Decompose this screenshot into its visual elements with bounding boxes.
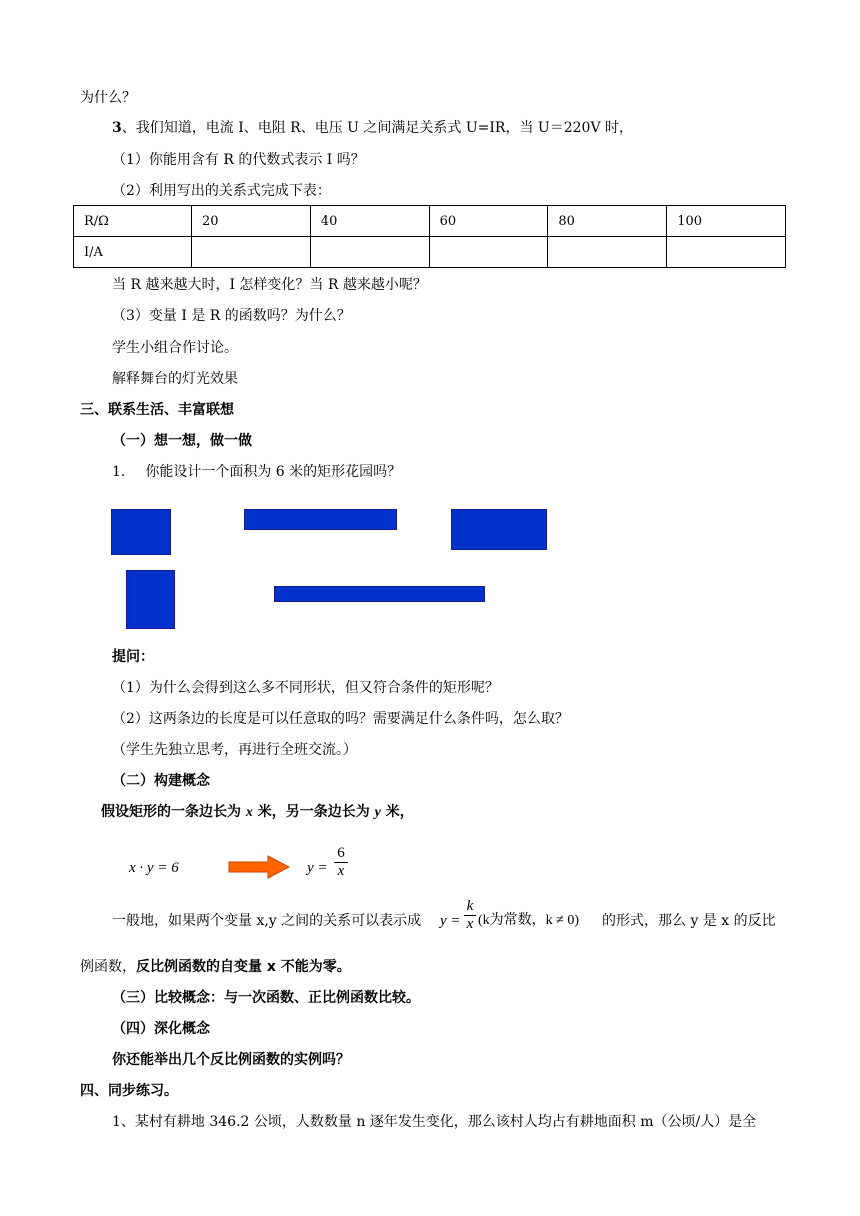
table-cell <box>548 237 667 268</box>
equation-y: y = <box>307 860 328 876</box>
definition-text: 例函数， <box>80 959 136 975</box>
subsection-heading: （三）比较概念：与一次函数、正比例函数比较。 <box>112 990 420 1006</box>
question-1: （1）你能用含有 R 的代数式表示 I 吗？ <box>112 152 365 168</box>
text-line: 为什么？ <box>80 90 136 106</box>
rectangle-shape <box>126 570 175 629</box>
fraction-numerator: k <box>466 898 474 914</box>
problem-3 <box>112 119 633 137</box>
assumption-text: 米， <box>380 804 414 820</box>
text-line: 解释舞台的灯光效果 <box>112 371 238 387</box>
prompt-note: （学生先独立思考，再进行全班交流。） <box>112 742 357 758</box>
table-cell <box>310 237 429 268</box>
assumption-text: 假设矩形的一条边长为 <box>101 804 241 820</box>
rectangle-shape <box>274 586 485 602</box>
question-2: （2）利用写出的关系式完成下表： <box>112 183 331 199</box>
exercise-1 <box>112 463 401 481</box>
fraction-denominator: x <box>337 863 345 879</box>
fraction-denominator: x <box>466 916 474 932</box>
subsection-heading: （四）深化概念 <box>112 1021 210 1037</box>
table-cell: 80 <box>548 206 667 237</box>
definition-emphasis: 反比例函数的自变量 x 不能为零。 <box>136 959 351 975</box>
table-row <box>74 206 786 237</box>
table-cell: 40 <box>310 206 429 237</box>
table-cell: 20 <box>192 206 311 237</box>
exercise-text: 你能设计一个面积为 6 米的矩形花园吗？ <box>145 464 402 480</box>
table-row <box>74 237 786 268</box>
table-cell: 100 <box>667 206 786 237</box>
fraction-6-over-x <box>334 845 348 880</box>
variable-y: y <box>374 805 381 820</box>
section-heading: 三、联系生活、丰富联想 <box>80 402 234 418</box>
arrow-shape <box>229 856 289 878</box>
question-3: （3）变量 I 是 R 的函数吗？为什么？ <box>112 308 351 324</box>
table-cell <box>429 237 548 268</box>
definition-y: y = <box>440 913 461 929</box>
table-cell <box>667 237 786 268</box>
fraction-numerator: 6 <box>337 845 345 861</box>
subsection-heading: （一）想一想，做一做 <box>112 433 252 449</box>
prompt-question: （2）这两条边的长度是可以任意取的吗？需要满足什么条件吗，怎么取？ <box>112 711 569 727</box>
equation-product: x · y = 6 <box>129 860 179 876</box>
rectangle-shape <box>111 509 171 555</box>
table-cell <box>192 237 311 268</box>
definition-text: 一般地，如果两个变量 x,y 之间的关系可以表示成 <box>112 913 422 929</box>
subsection-question: 你还能举出几个反比例函数的实例吗？ <box>112 1052 350 1068</box>
text-line: 学生小组合作讨论。 <box>112 340 238 356</box>
definition-condition: (k为常数，k ≠ 0) <box>478 913 580 928</box>
prompt-question: （1）为什么会得到这么多不同形状，但又符合条件的矩形呢？ <box>112 680 499 696</box>
table-cell: I/A <box>74 237 192 268</box>
rectangle-shape <box>451 509 547 550</box>
definition-text: 的形式，那么 y 是 x 的反比 <box>602 913 776 929</box>
ri-table <box>73 205 786 268</box>
exercise-text: 1、某村有耕地 346.2 公顷，人数数量 n 逐年发生变化，那么该村人均占有耕地面积 m（公顷/人）是全 <box>112 1114 757 1130</box>
problem-number: 3 <box>112 120 122 136</box>
assumption-line <box>101 803 414 822</box>
subsection-heading: （二）构建概念 <box>112 773 210 789</box>
exercise-number: 1. <box>112 464 126 480</box>
arrow-icon <box>228 855 290 879</box>
text-line: 当 R 越来越大时，I 怎样变化？当 R 越来越小呢？ <box>112 277 427 293</box>
rectangle-shape <box>244 509 397 530</box>
definition-line-2 <box>80 958 351 976</box>
assumption-text: 米，另一条边长为 <box>252 804 370 820</box>
fraction-k-over-x <box>464 898 476 933</box>
table-cell: R/Ω <box>74 206 192 237</box>
table-cell: 60 <box>429 206 548 237</box>
prompt-label: 提问： <box>112 649 154 665</box>
section-heading: 四、同步练习。 <box>80 1083 178 1099</box>
problem-text: 、我们知道，电流 I、电阻 R、电压 U 之间满足关系式 U=IR，当 U＝220V 时， <box>121 120 634 136</box>
variable-x: x <box>245 805 253 820</box>
